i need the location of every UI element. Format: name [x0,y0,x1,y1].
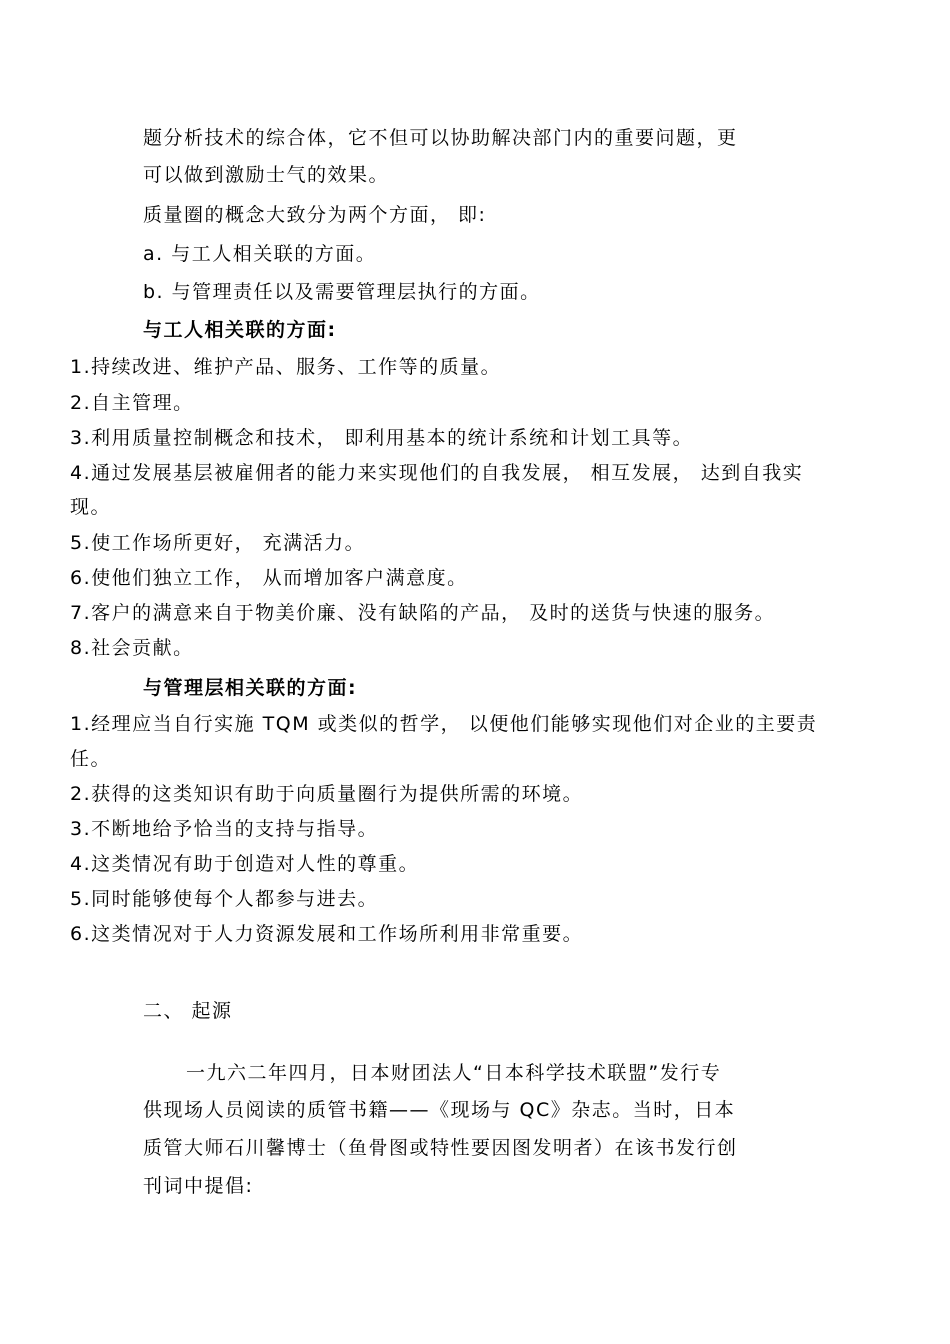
worker-item-3: 3.利用质量控制概念和技术， 即利用基本的统计系统和计划工具等。 [70,427,694,449]
point-a: a. 与工人相关联的方面。 [143,243,377,265]
origin-line-4: 刊词中提倡: [143,1175,254,1197]
management-item-5: 5.同时能够使每个人都参与进去。 [70,888,379,910]
worker-item-5: 5.使工作场所更好， 充满活力。 [70,532,366,554]
worker-item-1: 1.持续改进、维护产品、服务、工作等的质量。 [70,356,502,378]
worker-item-4: 4.通过发展基层被雇佣者的能力来实现他们的自我发展， 相互发展， 达到自我实 [70,462,804,484]
management-section-heading: 与管理层相关联的方面: [143,677,358,699]
worker-item-4-cont: 现。 [70,496,112,518]
intro-line-2: 可以做到激励士气的效果。 [143,164,390,186]
origin-heading: 二、 起源 [143,1000,233,1022]
intro-line-1: 题分析技术的综合体，它不但可以协助解决部门内的重要问题，更 [143,127,738,149]
worker-item-7: 7.客户的满意来自于物美价廉、没有缺陷的产品， 及时的送货与快速的服务。 [70,602,776,624]
worker-item-8: 8.社会贡献。 [70,637,194,659]
management-item-3: 3.不断地给予恰当的支持与指导。 [70,818,379,840]
origin-line-1: 一九六二年四月，日本财团法人“日本科学技术联盟”发行专 [186,1062,722,1084]
concept-line: 质量圈的概念大致分为两个方面， 即: [143,204,487,226]
management-item-1-cont: 任。 [70,748,112,770]
worker-item-6: 6.使他们独立工作， 从而增加客户满意度。 [70,567,468,589]
management-item-6: 6.这类情况对于人力资源发展和工作场所利用非常重要。 [70,923,584,945]
point-b: b. 与管理责任以及需要管理层执行的方面。 [143,281,541,303]
management-item-1: 1.经理应当自行实施 TQM 或类似的哲学， 以便他们能够实现他们对企业的主要责 [70,713,818,735]
management-item-2: 2.获得的这类知识有助于向质量圈行为提供所需的环境。 [70,783,584,805]
origin-line-2: 供现场人员阅读的质管书籍——《现场与 QC》杂志。当时，日本 [143,1099,736,1121]
worker-item-2: 2.自主管理。 [70,392,194,414]
worker-section-heading: 与工人相关联的方面: [143,319,337,341]
origin-line-3: 质管大师石川馨博士（鱼骨图或特性要因图发明者）在该书发行创 [143,1137,738,1159]
management-item-4: 4.这类情况有助于创造对人性的尊重。 [70,853,420,875]
